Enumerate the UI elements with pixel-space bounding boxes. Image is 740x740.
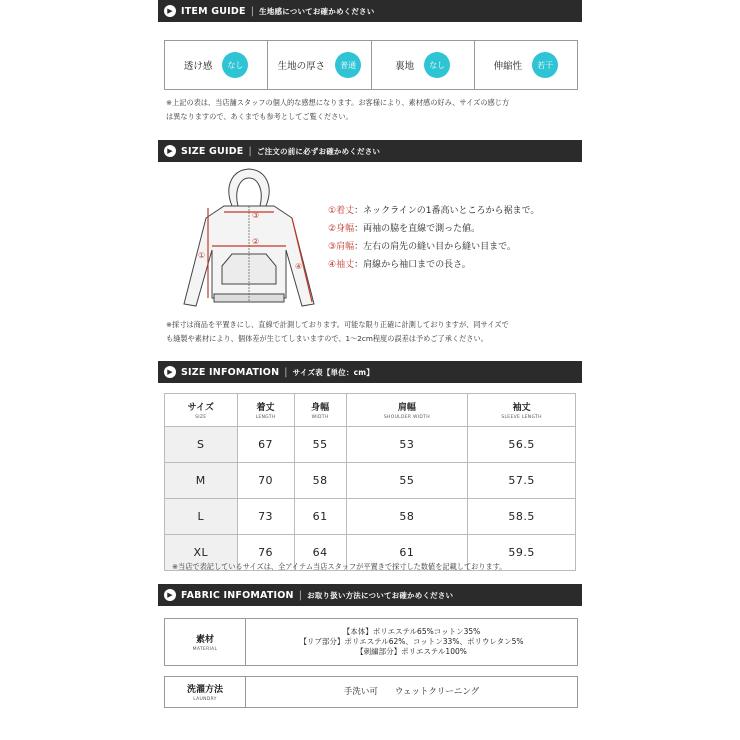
chevron-right-icon: ▶ bbox=[164, 589, 176, 601]
table-row bbox=[165, 463, 576, 499]
fabric-info-subtitle: お取り扱い方法についてお確かめください bbox=[307, 590, 454, 600]
material-value bbox=[246, 619, 577, 665]
chevron-right-icon: ▶ bbox=[164, 366, 176, 378]
material-label: 素材 MATERIAL bbox=[165, 619, 246, 665]
item-guide-label: 伸縮性 bbox=[493, 61, 523, 72]
value-cell: 57.5 bbox=[468, 463, 576, 499]
value-cell: 76 bbox=[237, 535, 294, 571]
material-line: 【リブ部分】ポリエステル62%、コットン33%、ポリウレタン5% bbox=[299, 637, 524, 646]
item-guide-title: ITEM GUIDE bbox=[181, 5, 246, 17]
column-header: 袖丈 SLEEVE LENGTH bbox=[468, 394, 576, 427]
fabric-info-header: ▶ FABRIC INFOMATION | お取り扱い方法についてお確かめください bbox=[158, 584, 582, 606]
measure-mark-2: ② bbox=[252, 237, 260, 246]
value-cell: 61 bbox=[346, 535, 468, 571]
item-guide-value-badge: なし bbox=[424, 52, 450, 78]
measure-mark-3: ③ bbox=[252, 211, 260, 220]
note-line: ※採寸は商品を平置きにし、直線で計測しております。可能な限り正確に計測しておりますが、同サイズで bbox=[166, 320, 509, 329]
item-guide-note bbox=[166, 96, 509, 124]
size-cell: S bbox=[165, 427, 238, 463]
size-guide-legend bbox=[328, 202, 539, 274]
size-info-header: ▶ SIZE INFOMATION | サイズ表【単位：cm】 bbox=[158, 361, 582, 383]
value-cell: 58 bbox=[294, 463, 346, 499]
value-cell: 59.5 bbox=[468, 535, 576, 571]
note-line: ※上記の表は、当店舗スタッフの個人的な感想になります。お客様により、素材感の好み、サイズの感じ方 bbox=[166, 98, 510, 107]
chevron-right-icon: ▶ bbox=[164, 145, 176, 157]
note-line: は異なりますので、あくまでも参考としてご覧ください。 bbox=[166, 112, 353, 121]
hoodie-measure-diagram bbox=[174, 166, 324, 312]
size-guide-title: SIZE GUIDE bbox=[181, 145, 244, 157]
column-header: サイズ SIZE bbox=[165, 394, 238, 427]
column-header: 身幅 WIDTH bbox=[294, 394, 346, 427]
size-cell: XL bbox=[165, 535, 238, 571]
table-row bbox=[165, 427, 576, 463]
value-cell: 55 bbox=[346, 463, 468, 499]
size-cell: M bbox=[165, 463, 238, 499]
value-cell: 58.5 bbox=[468, 499, 576, 535]
legend-item: ①着丈：ネックラインの1番高いところから裾まで。 bbox=[328, 206, 540, 216]
column-header: 着丈 LENGTH bbox=[237, 394, 294, 427]
value-cell: 53 bbox=[346, 427, 468, 463]
note-line: も縫製や素材により、個体差が生じてしまいますので、1〜2cm程度の誤差は予めご了承ください。 bbox=[166, 334, 488, 343]
laundry-label: 洗濯方法 LAUNDRY bbox=[165, 677, 246, 707]
item-guide-cell bbox=[165, 41, 268, 89]
value-cell: 61 bbox=[294, 499, 346, 535]
value-cell: 55 bbox=[294, 427, 346, 463]
material-line: 【本体】ポリエステル65%コットン35% bbox=[342, 627, 481, 636]
material-line: 【刺繍部分】ポリエステル100% bbox=[356, 647, 467, 656]
legend-item: ④袖丈：肩線から袖口までの長さ。 bbox=[328, 260, 471, 270]
item-guide-label: 生地の厚さ bbox=[277, 61, 326, 72]
laundry-row bbox=[164, 676, 578, 708]
size-table bbox=[164, 393, 576, 571]
size-info-note: ※当店で表記しているサイズは、全アイテム当店スタッフが平置きで採寸した数値を記載しております。 bbox=[172, 562, 507, 571]
laundry-value: 手洗い可 ウェットクリーニング bbox=[343, 687, 480, 697]
size-guide-subtitle: ご注文の前に必ずお確かめください bbox=[256, 146, 381, 156]
item-guide-cell bbox=[372, 41, 475, 89]
size-guide-note bbox=[166, 318, 509, 346]
column-header: 肩幅 SHOULDER WIDTH bbox=[346, 394, 468, 427]
item-guide-value-badge: 若干 bbox=[532, 52, 558, 78]
item-guide-subtitle: 生地感についてお確かめください bbox=[259, 6, 375, 16]
item-guide-cell bbox=[475, 41, 577, 89]
legend-item: ②身幅：両袖の脇を直線で測った値。 bbox=[328, 224, 481, 234]
fabric-info-title: FABRIC INFOMATION bbox=[181, 589, 294, 601]
value-cell: 67 bbox=[237, 427, 294, 463]
value-cell: 58 bbox=[346, 499, 468, 535]
table-row bbox=[165, 499, 576, 535]
legend-item: ③肩幅：左右の肩先の縫い目から縫い目まで。 bbox=[328, 242, 516, 252]
item-guide-label: 裏地 bbox=[395, 61, 415, 72]
size-guide-header: ▶ SIZE GUIDE | ご注文の前に必ずお確かめください bbox=[158, 140, 582, 162]
table-header-row bbox=[165, 394, 576, 427]
item-guide-table bbox=[164, 40, 578, 90]
value-cell: 56.5 bbox=[468, 427, 576, 463]
item-guide-cell bbox=[268, 41, 371, 89]
chevron-right-icon: ▶ bbox=[164, 5, 176, 17]
item-guide-value-badge: なし bbox=[222, 52, 248, 78]
item-guide-header: ▶ ITEM GUIDE | 生地感についてお確かめください bbox=[158, 0, 582, 22]
item-guide-label: 透け感 bbox=[183, 61, 213, 72]
size-cell: L bbox=[165, 499, 238, 535]
material-row bbox=[164, 618, 578, 666]
value-cell: 64 bbox=[294, 535, 346, 571]
size-info-title: SIZE INFOMATION bbox=[181, 366, 280, 378]
measure-mark-1: ① bbox=[198, 251, 206, 260]
value-cell: 73 bbox=[237, 499, 294, 535]
size-info-subtitle: サイズ表【単位：cm】 bbox=[292, 367, 375, 377]
value-cell: 70 bbox=[237, 463, 294, 499]
item-guide-value-badge: 普通 bbox=[335, 52, 361, 78]
measure-mark-4: ④ bbox=[295, 262, 303, 271]
